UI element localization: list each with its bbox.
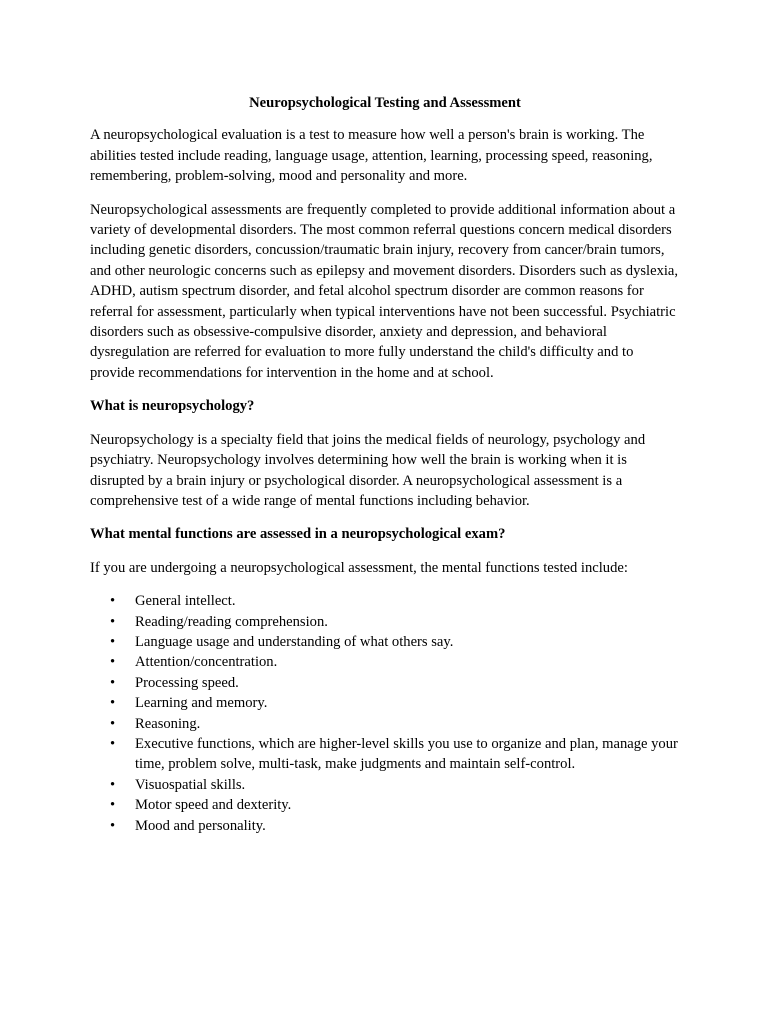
list-item-text: Attention/concentration. xyxy=(135,654,278,671)
section-body-what-is-neuropsychology: Neuropsychology is a specialty field that joins the medical fields of neurology, psychology and psychiatry. Neuropsychology involves determining how well the brain is working when it is disrupted by a brain injury or psychological disorder. A neuropsychological assessment is a comprehensive test of a wide range of mental functions including behavior. xyxy=(90,431,646,509)
section-heading-what-is-neuropsychology: What is neuropsychology? xyxy=(90,398,255,415)
bullet-icon: • xyxy=(110,797,116,814)
list-item xyxy=(90,673,680,693)
document-page xyxy=(90,93,680,836)
list-item-text: Executive functions, which are higher-level skills you use to organize and plan, manage your time, problem solve, multi-task, make judgments and maintain self-control. xyxy=(135,735,678,773)
list-item xyxy=(90,714,680,734)
list-item-text: Language usage and understanding of what others say. xyxy=(135,633,454,650)
bullet-icon: • xyxy=(110,817,116,834)
list-item xyxy=(90,775,680,795)
list-item-text: Mood and personality. xyxy=(135,817,266,834)
list-item xyxy=(90,591,680,611)
bullet-icon: • xyxy=(110,633,116,650)
list-item xyxy=(90,693,680,713)
list-item xyxy=(90,652,680,672)
list-item-text: Processing speed. xyxy=(135,674,239,691)
list-item xyxy=(90,795,680,815)
bullet-icon: • xyxy=(110,695,116,712)
list-item-text: Reasoning. xyxy=(135,715,201,732)
section-heading-mental-functions: What mental functions are assessed in a neuropsychological exam? xyxy=(90,526,506,543)
list-item-text: General intellect. xyxy=(135,593,236,610)
document-title: Neuropsychological Testing and Assessment xyxy=(249,95,521,111)
list-item-text: Visuospatial skills. xyxy=(135,776,246,793)
list-item xyxy=(90,632,680,652)
list-item xyxy=(90,816,680,836)
intro-paragraph-2: Neuropsychological assessments are frequently completed to provide additional information about a variety of developmental disorders. The most common referral questions concern medical disorders including genetic disorders, concussion/traumatic brain injury, recovery from cancer/brain tumors, and other neurologic concerns such as epilepsy and movement disorders. Disorders such as dyslexia, ADHD, autism spectrum disorder, and fetal alcohol spectrum disorder are common reasons for referral for assessment, particularly when typical interventions have not been successful. Psychiatric disorders such as obsessive-compulsive disorder, anxiety and depression, and behavioral dysregulation are referred for evaluation to more fully understand the child's difficulty and to provide recommendations for intervention in the home and at school. xyxy=(90,201,679,381)
list-item-text: Learning and memory. xyxy=(135,695,268,712)
list-item-text: Motor speed and dexterity. xyxy=(135,797,292,814)
list-item xyxy=(90,612,680,632)
bullet-icon: • xyxy=(110,715,116,732)
bullet-icon: • xyxy=(110,674,116,691)
mental-functions-list xyxy=(90,591,680,836)
list-item-text: Reading/reading comprehension. xyxy=(135,613,328,630)
bullet-icon: • xyxy=(110,613,116,630)
section-lead-mental-functions: If you are undergoing a neuropsychological assessment, the mental functions tested include: xyxy=(90,559,628,576)
bullet-icon: • xyxy=(110,593,116,610)
bullet-icon: • xyxy=(110,654,116,671)
bullet-icon: • xyxy=(110,776,116,793)
intro-paragraph-1: A neuropsychological evaluation is a test to measure how well a person's brain is working. The abilities tested include reading, language usage, attention, learning, processing speed, reasoning, remembering, problem-solving, mood and personality and more. xyxy=(90,127,653,185)
list-item xyxy=(90,734,680,775)
bullet-icon: • xyxy=(110,735,116,752)
